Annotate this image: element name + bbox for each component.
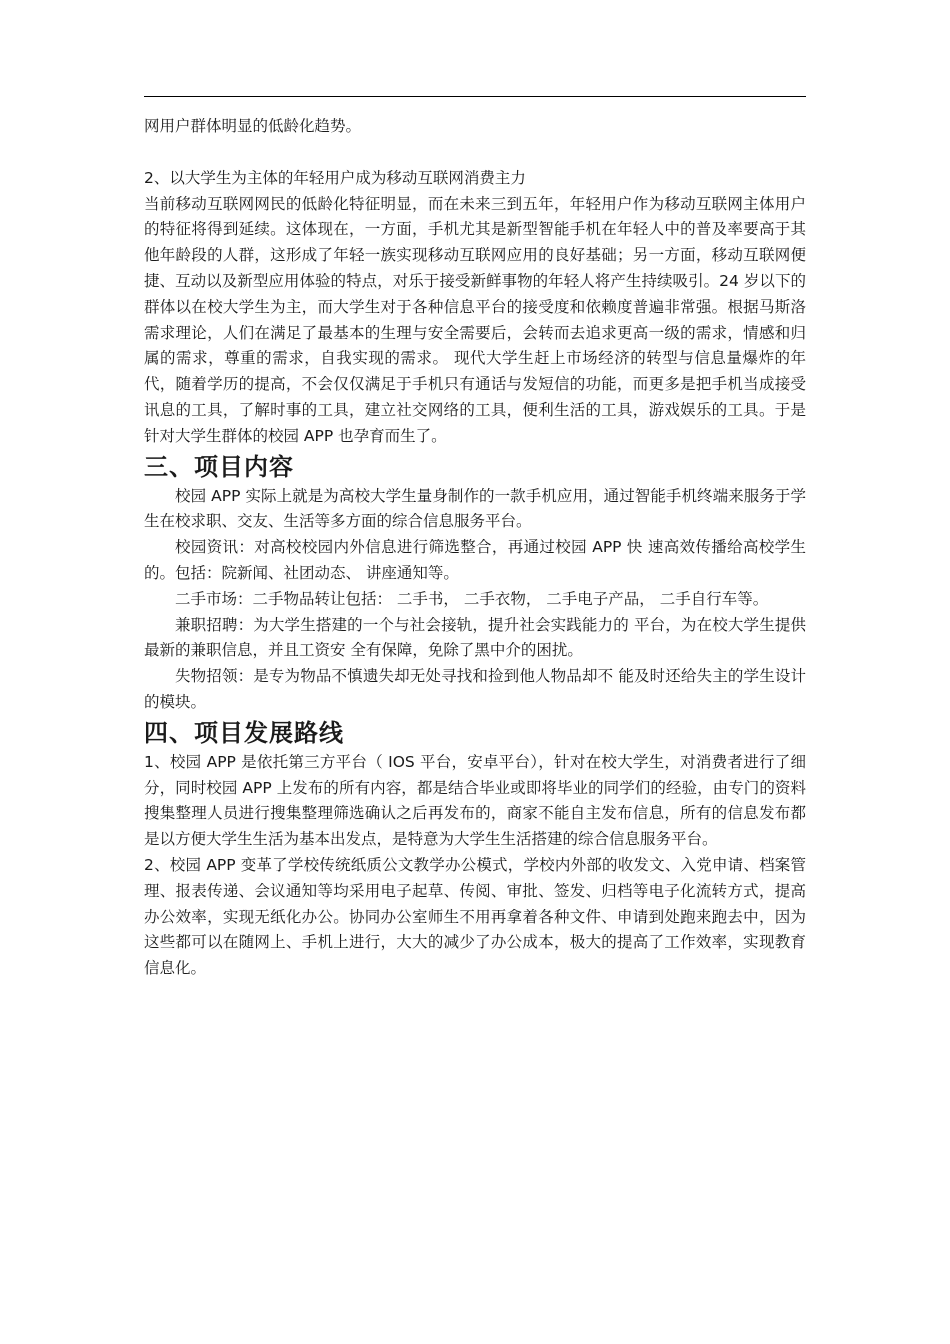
section-3-paragraph: 失物招领：是专为物品不慎遗失却无处寻找和捡到他人物品却不 能及时还给失主的学生设计的模块。 — [144, 667, 806, 711]
section-3-paragraph: 兼职招聘：为大学生搭建的一个与社会接轨，提升社会实践能力的 平台，为在校大学生提供最新的兼职信息，并且工资安 全有保障，免除了黑中介的困扰。 — [144, 615, 806, 660]
intro-tail-paragraph: 网用户群体明显的低龄化趋势。 — [144, 117, 362, 135]
subsection-2-body: 当前移动互联网网民的低龄化特征明显，而在未来三到五年，年轻用户作为移动互联网主体用户的特征将得到延续。这体现在，一方面，手机尤其是新型智能手机在年轻人中的普及率要高于其他年龄段的人群，这形成了年轻一族实现移动互联网应用的良好基础；另一方面，移动互联网便捷、互动以及新型应用体验的特点，对乐于接受新鲜事物的年轻人将产生持续吸引。24 岁以下的群体以在校大学生为主，而大学生对于各种信息平台的接受度和依赖度普遍非常强。根据马斯洛需求理论，人们在满足了最基本的生理与安全需要后，会转而去追求更高一级的需求，情感和归属的需求，尊重的需求，自我实现的需求。 现代大学生赶上市场经济的转型与信息量爆炸的年代，随着学历的提高，不会仅仅满足于手机只有通话与发短信的功能，而更多是把手机当成接受讯息的工具，了解时事的工具，建立社交网络的工具，便利生活的工具，游戏娱乐的工具。于是针对大学生群体的校园 APP 也孕育而生了。 — [144, 194, 806, 445]
blank-line — [144, 140, 806, 166]
section-3-paragraph: 二手市场：二手物品转让包括： 二手书， 二手衣物， 二手电子产品， 二手自行车等。 — [175, 589, 769, 608]
document-body — [144, 114, 806, 982]
section-4-heading: 四、项目发展路线 — [144, 718, 344, 747]
section-3-paragraph: 校园 APP 实际上就是为高校大学生量身制作的一款手机应用，通过智能手机终端来服务于学生在校求职、交友、生活等多方面的综合信息服务平台。 — [144, 486, 806, 531]
subsection-2-title: 2、以大学生为主体的年轻用户成为移动互联网消费主力 — [144, 168, 526, 187]
section-4-paragraph: 1、校园 APP 是依托第三方平台（ IOS 平台，安卓平台），针对在校大学生，对消费者进行了细分，同时校园 APP 上发布的所有内容，都是结合毕业或即将毕业的同学们的经验，由专门的资料搜集整理人员进行搜集整理筛选确认之后再发布的，商家不能自主发布信息，所有的信息发布都是以方便大学生生活为基本出发点，是特意为大学生生活搭建的综合信息服务平台。 — [144, 752, 806, 849]
section-4-paragraph: 2、校园 APP 变革了学校传统纸质公文教学办公模式，学校内外部的收发文、入党申请、档案管理、报表传递、会议通知等均采用电子起草、传阅、审批、签发、归档等电子化流转方式，提高办公效率，实现无纸化办公。协同办公室师生不用再拿着各种文件、申请到处跑来跑去中，因为这些都可以在随网上、手机上进行，大大的减少了办公成本，极大的提高了工作效率，实现教育信息化。 — [144, 855, 806, 978]
section-3-paragraph: 校园资讯：对高校校园内外信息进行筛选整合，再通过校园 APP 快 速高效传播给高校学生的。包括：院新闻、社团动态、 讲座通知等。 — [144, 538, 806, 582]
section-3-heading: 三、项目内容 — [144, 452, 294, 481]
header-rule — [144, 96, 806, 97]
